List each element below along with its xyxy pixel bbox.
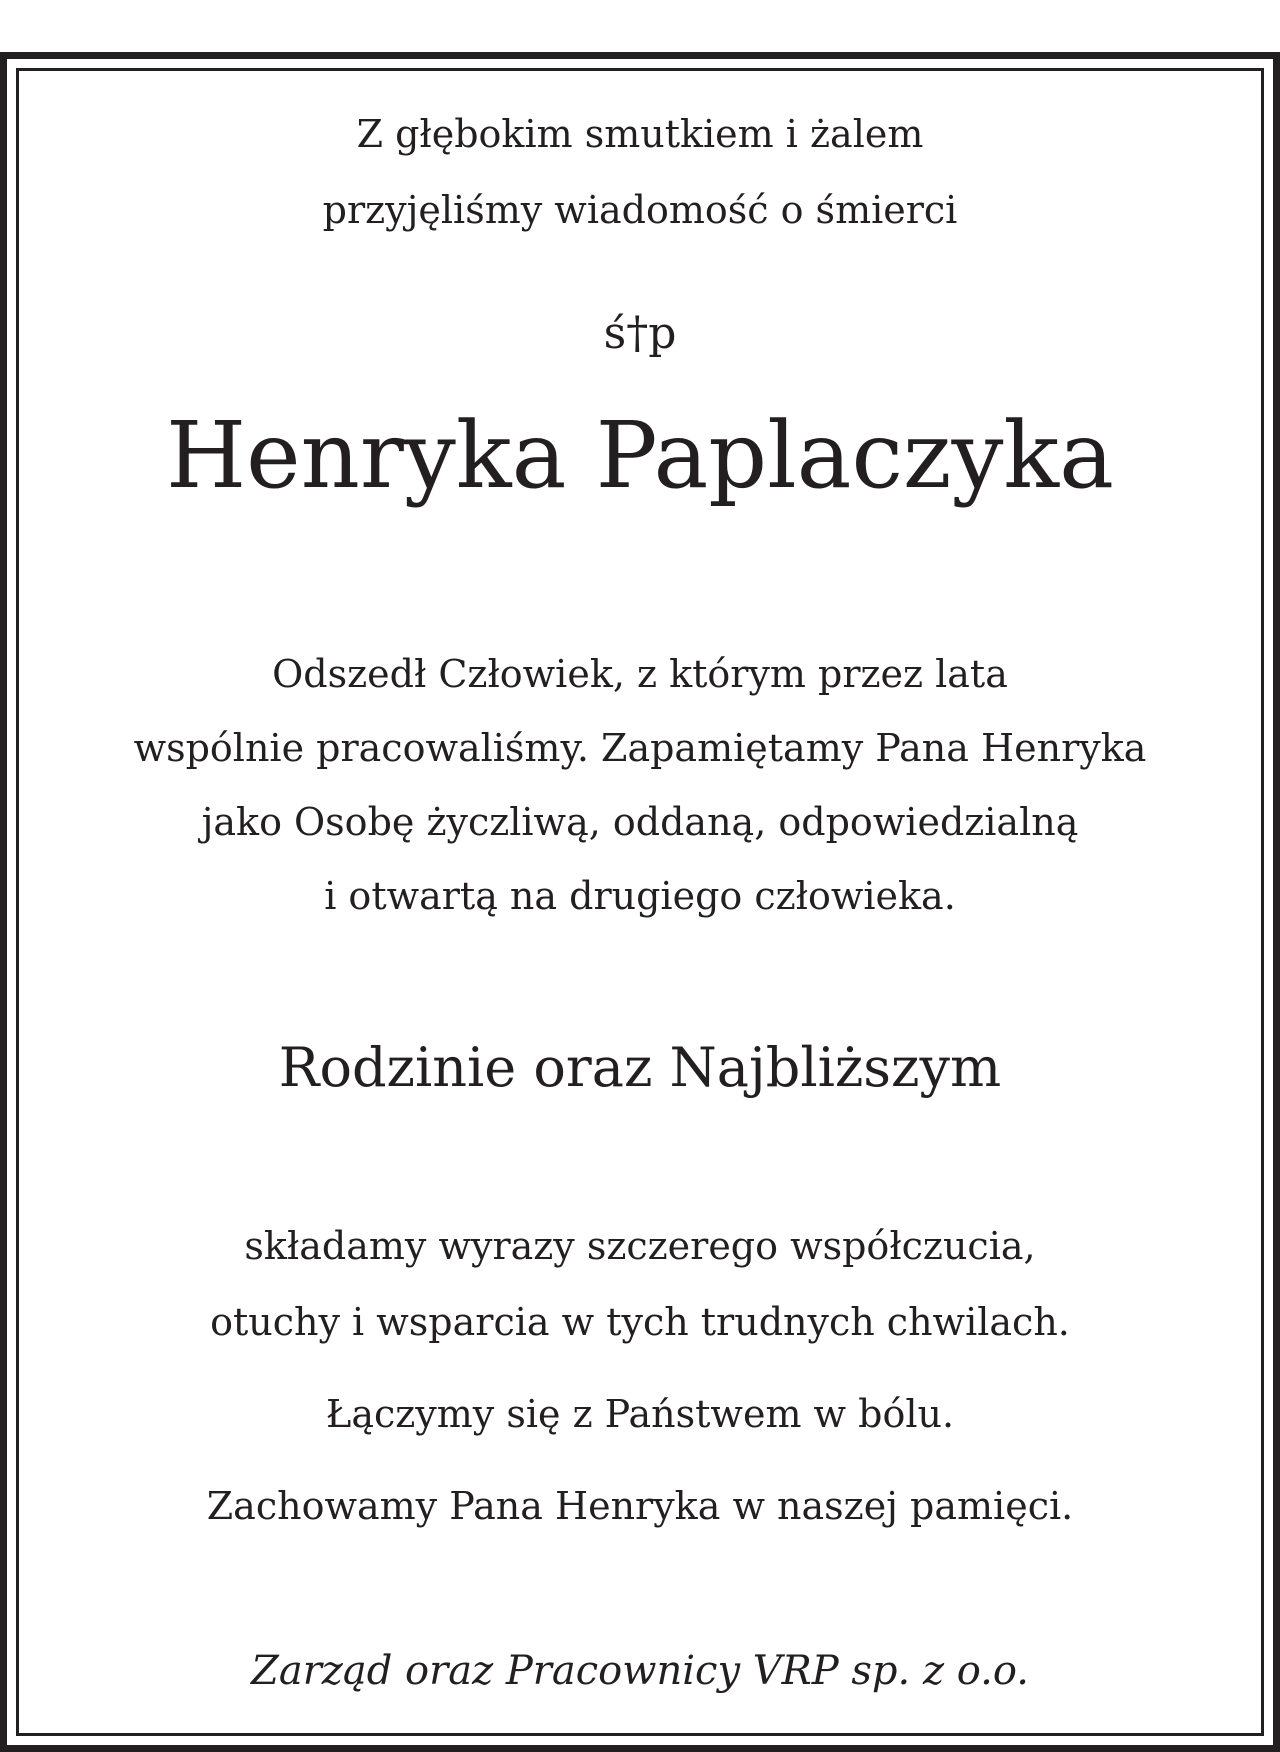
condolences-line-2: otuchy i wsparcia w tych trudnych chwilach.: [210, 1300, 1070, 1344]
closing-line-2: Zachowamy Pana Henryka w naszej pamięci.: [206, 1484, 1074, 1528]
signature: Zarząd oraz Pracownicy VRP sp. z o.o.: [251, 1648, 1029, 1694]
addressee-heading: Rodzinie oraz Najbliższym: [278, 1036, 1002, 1099]
stp-symbol: ś†p: [603, 308, 677, 359]
tribute-line-4: i otwartą na drugiego człowieka.: [324, 874, 956, 918]
deceased-name: Henryka Paplaczyka: [165, 402, 1115, 509]
tribute-line-3: jako Osobę życzliwą, oddaną, odpowiedzialną: [201, 800, 1079, 844]
closing-line-1: Łączymy się z Państwem w bólu.: [325, 1392, 955, 1436]
condolences-line-1: składamy wyrazy szczerego współczucia,: [244, 1224, 1036, 1268]
intro-line-2: przyjęliśmy wiadomość o śmierci: [322, 188, 958, 232]
tribute-line-1: Odszedł Człowiek, z którym przez lata: [272, 652, 1008, 696]
tribute-line-2: wspólnie pracowaliśmy. Zapamiętamy Pana Henryka: [133, 726, 1147, 770]
intro-line-1: Z głębokim smutkiem i żalem: [356, 112, 924, 156]
